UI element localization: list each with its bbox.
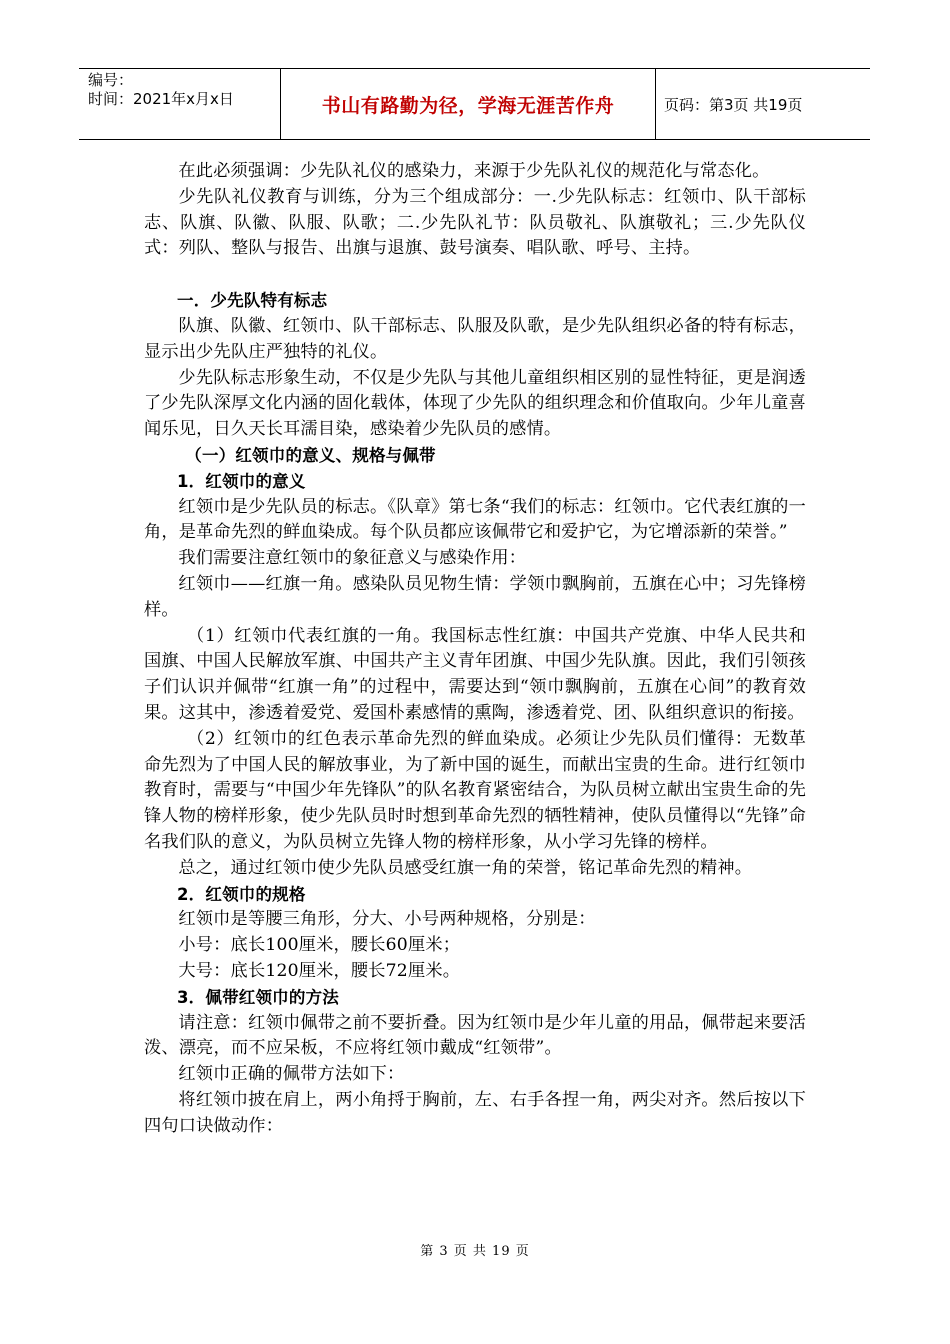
paragraph: 少先队礼仪教育与训练，分为三个组成部分：一.少先队标志：红领巾、队干部标志、队旗、队徽、队服、队歌；二.少先队礼节：队员敬礼、队旗敬礼；三.少先队仪式：列队、整队与报告、出旗与退旗、鼓号演奏、唱队歌、呼号、主持。 xyxy=(144,186,806,259)
paragraph: 我们需要注意红领巾的象征意义与感染作用： xyxy=(178,548,527,569)
paragraph: 少先队标志形象生动，不仅是少先队与其他儿童组织相区别的显性特征，更是润透了少先队深厚文化内涵的固化载体，体现了少先队的组织理念和价值取向。少年儿童喜闻乐见，日久天长耳濡目染，感染着少先队员的感情。 xyxy=(144,367,806,440)
paragraph: 总之，通过红领巾使少先队员感受红旗一角的荣誉，铭记革命先烈的精神。 xyxy=(178,857,753,878)
paragraph: 红领巾是等腰三角形，分大、小号两种规格，分别是： xyxy=(178,909,596,930)
paragraph: （1）红领巾代表红旗的一角。我国标志性红旗：中国共产党旗、中华人民共和国旗、中国人民解放军旗、中国共产主义青年团旗、中国少先队旗。因此，我们引领孩子们认识并佩带“红旗一角”的过程中，需要达到“领巾飘胸前，五旗在心间”的教育效果。这其中，渗透着爱党、爱国朴素感情的熏陶，渗透着党、团、队组织意识的衔接。 xyxy=(144,625,806,723)
header-meta xyxy=(79,69,280,139)
paragraph: （2）红领巾的红色表示革命先烈的鲜血染成。必须让少先队员们懂得：无数革命先烈为了中国人民的解放事业，为了新中国的诞生，而献出宝贵的生命。进行红领巾教育时，需要与“中国少年先锋队”的队名教育紧密结合，为队员树立献出宝贵生命的先锋人物的榜样形象，使少先队员时时想到革命先烈的牺牲精神，使队员懂得以“先锋”命名我们队的意义，为队员树立先锋人物的榜样形象，从小学习先锋的榜样。 xyxy=(144,728,806,852)
subsection-heading: （一）红领巾的意义、规格与佩带 xyxy=(185,445,436,465)
paragraph: 请注意：红领巾佩带之前不要折叠。因为红领巾是少年儿童的用品，佩带起来要活泼、漂亮，而不应呆板，不应将红领巾戴成“红领带”。 xyxy=(144,1012,806,1059)
header-motto: 书山有路勤为径，学海无涯苦作舟 xyxy=(280,69,656,139)
paragraph: 队旗、队徽、红领巾、队干部标志、队服及队歌，是少先队组织必备的特有标志，显示出少先队庄严独特的礼仪。 xyxy=(144,315,806,362)
subsection-heading: 2．红领巾的规格 xyxy=(177,884,306,904)
section-heading: 一．少先队特有标志 xyxy=(177,291,328,311)
page-footer: 第 3 页 共 19 页 xyxy=(420,1244,530,1259)
paragraph: 在此必须强调：少先队礼仪的感染力，来源于少先队礼仪的规范化与常态化。 xyxy=(178,161,770,181)
subsection-heading: 1．红领巾的意义 xyxy=(177,471,306,491)
code-label: 编号： xyxy=(88,71,134,89)
paragraph: 红领巾正确的佩带方法如下： xyxy=(178,1064,405,1085)
document-header xyxy=(79,68,870,140)
subsection-heading: 3．佩带红领巾的方法 xyxy=(177,987,339,1007)
paragraph: 小号：底长100厘米，腰长60厘米； xyxy=(178,935,461,956)
paragraph: 红领巾——红旗一角。感染队员见物生情：学领巾飘胸前，五旗在心中；习先锋榜样。 xyxy=(144,573,806,620)
header-page-info: 页码：第3页 共19页 xyxy=(664,95,803,114)
paragraph: 将红领巾披在肩上，两小角捋于胸前，左、右手各捏一角，两尖对齐。然后按以下四句口诀做动作： xyxy=(144,1089,806,1136)
date-label: 时间：2021年x月x日 xyxy=(88,90,234,108)
document-body xyxy=(144,159,806,1139)
paragraph: 大号：底长120厘米，腰长72厘米。 xyxy=(178,960,461,981)
paragraph: 红领巾是少先队员的标志。《队章》第七条“我们的标志：红领巾。它代表红旗的一角，是革命先烈的鲜血染成。每个队员都应该佩带它和爱护它，为它增添新的荣誉。” xyxy=(144,496,806,543)
